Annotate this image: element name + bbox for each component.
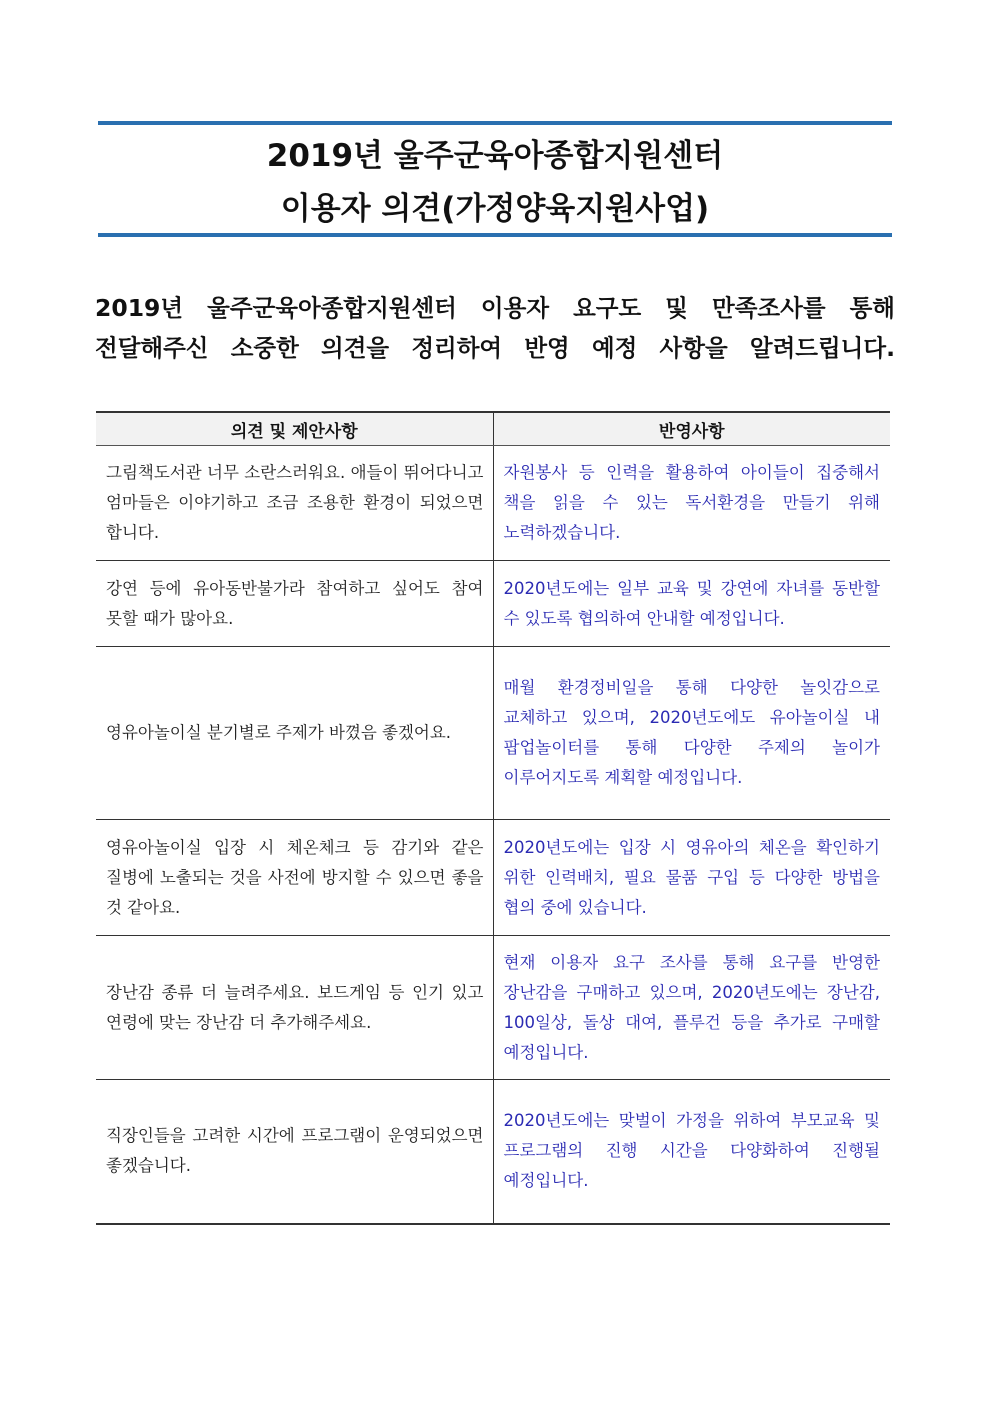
table-row [96, 446, 890, 561]
document-title [98, 121, 892, 237]
opinion-cell: 영유아놀이실 분기별로 주제가 바꼈음 좋겠어요. [96, 647, 493, 820]
table-row [96, 561, 890, 647]
response-cell: 2020년도에는 입장 시 영유아의 체온을 확인하기 위한 인력배치, 필요 물품 구입 등 다양한 방법을 협의 중에 있습니다. [493, 820, 890, 936]
response-cell: 매월 환경정비일을 통해 다양한 놀잇감으로 교체하고 있으며, 2020년도에도 유아놀이실 내 팝업놀이터를 통해 다양한 주제의 놀이가 이루어지도록 계획할 예정입니다. [493, 647, 890, 820]
response-cell: 2020년도에는 일부 교육 및 강연에 자녀를 동반할 수 있도록 협의하여 안내할 예정입니다. [493, 561, 890, 647]
intro-line-1: 2019년 울주군육아종합지원센터 이용자 요구도 및 만족조사를 통해 [95, 294, 895, 322]
header-opinion: 의견 및 제안사항 [96, 412, 493, 446]
table-header-row [96, 412, 890, 446]
opinion-cell: 강연 등에 유아동반불가라 참여하고 싶어도 참여 못할 때가 많아요. [96, 561, 493, 647]
table-row [96, 820, 890, 936]
title-line-2: 이용자 의견(가정양육지원사업) [280, 191, 710, 227]
response-cell: 현재 이용자 요구 조사를 통해 요구를 반영한 장난감을 구매하고 있으며, 2020년도에는 장난감, 100일상, 돌상 대여, 플루건 등을 추가로 구매할 예정입니다. [493, 936, 890, 1080]
title-line-1: 2019년 울주군육아종합지원센터 [266, 138, 724, 174]
opinion-cell: 그림책도서관 너무 소란스러워요. 애들이 뛰어다니고 엄마들은 이야기하고 조금 조용한 환경이 되었으면 합니다. [96, 446, 493, 561]
table-row [96, 936, 890, 1080]
response-cell: 자원봉사 등 인력을 활용하여 아이들이 집중해서 책을 읽을 수 있는 독서환경을 만들기 위해 노력하겠습니다. [493, 446, 890, 561]
opinion-cell: 직장인들을 고려한 시간에 프로그램이 운영되었으면 좋겠습니다. [96, 1080, 493, 1224]
opinion-cell: 장난감 종류 더 늘려주세요. 보드게임 등 인기 있고 연령에 맞는 장난감 더 추가해주세요. [96, 936, 493, 1080]
intro-line-2: 전달해주신 소중한 의견을 정리하여 반영 예정 사항을 알려드립니다. [95, 334, 895, 362]
table-row [96, 1080, 890, 1224]
table-row [96, 647, 890, 820]
header-response: 반영사항 [493, 412, 890, 446]
opinion-cell: 영유아놀이실 입장 시 체온체크 등 감기와 같은 질병에 노출되는 것을 사전에 방지할 수 있으면 좋을 것 같아요. [96, 820, 493, 936]
intro-paragraph [95, 288, 895, 368]
response-cell: 2020년도에는 맞벌이 가정을 위하여 부모교육 및 프로그램의 진행 시간을 다양화하여 진행될 예정입니다. [493, 1080, 890, 1224]
opinion-table [96, 411, 890, 1225]
